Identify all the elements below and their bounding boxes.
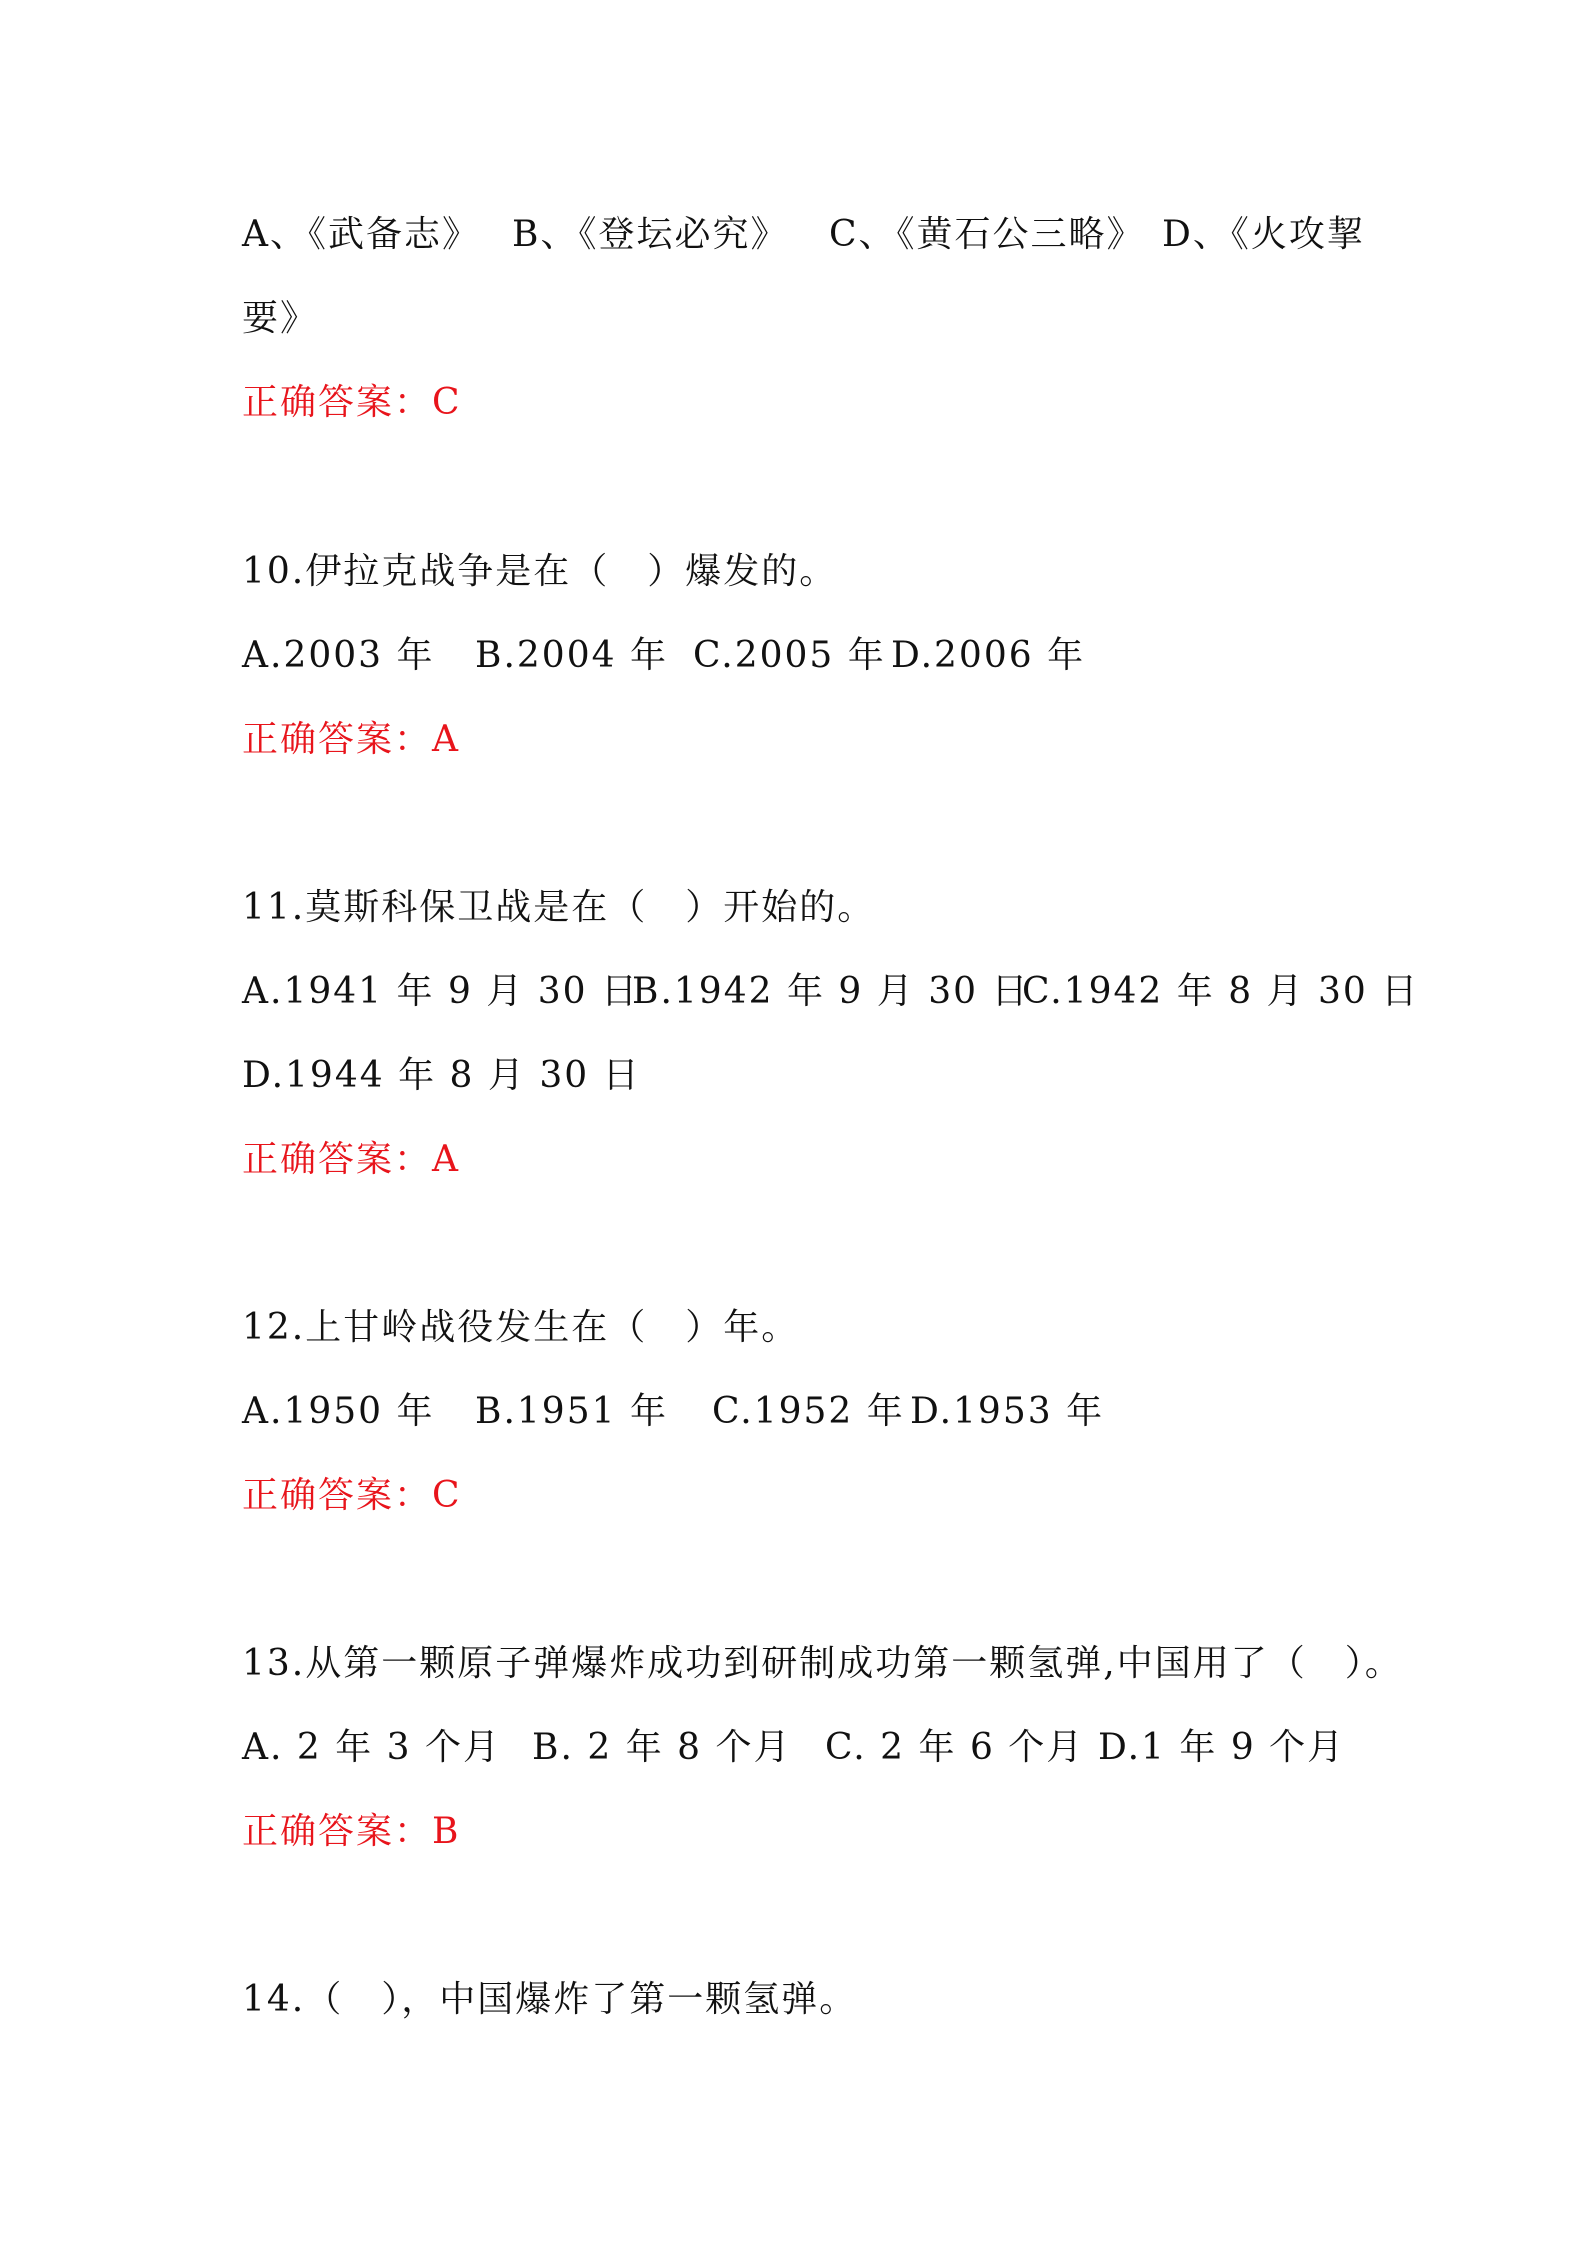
q9-option-d: D、《火攻挈 (1162, 214, 1365, 255)
q11-option-c: C.1942 年 8 月 30 日 (1022, 971, 1420, 1012)
q9-option-b: B、《登坛必究》 (512, 214, 789, 255)
q13-options (242, 1723, 1345, 1773)
q13-option-a: A. 2 年 3 个月 (242, 1727, 502, 1768)
q11-option-d: D.1944 年 8 月 30 日 (242, 1055, 641, 1096)
q12-options (242, 1387, 1104, 1437)
q12-option-a: A.1950 年 (242, 1391, 435, 1432)
q12-option-b: B.1951 年 (475, 1391, 668, 1432)
q13-answer: 正确答案：B (242, 1811, 461, 1852)
q13-option-b: B. 2 年 8 个月 (532, 1727, 792, 1768)
q11-options-line1 (242, 967, 1419, 1017)
q9-option-c: C、《黄石公三略》 (829, 214, 1145, 255)
q10-option-a: A.2003 年 (242, 635, 435, 676)
q9-option-a: A、《武备志》 (242, 214, 480, 255)
q9-answer: 正确答案：C (242, 382, 462, 423)
q10-option-c: C.2005 年 (693, 635, 886, 676)
q10-question: 10.伊拉克战争是在（ ）爆发的。 (242, 551, 838, 592)
q11-answer: 正确答案：A (242, 1139, 460, 1180)
q10-option-b: B.2004 年 (475, 635, 668, 676)
q12-option-d: D.1953 年 (910, 1391, 1105, 1432)
q10-options (242, 631, 1085, 681)
q9-options-line2: 要》 (242, 298, 319, 339)
q12-option-c: C.1952 年 (712, 1391, 905, 1432)
q12-answer: 正确答案：C (242, 1475, 462, 1516)
q9-options-line1 (242, 210, 1365, 260)
q10-option-d: D.2006 年 (891, 635, 1086, 676)
q11-option-a: A.1941 年 9 月 30 日 (242, 971, 639, 1012)
q13-option-d: D.1 年 9 个月 (1098, 1727, 1346, 1768)
q13-option-c: C. 2 年 6 个月 (825, 1727, 1085, 1768)
q10-answer: 正确答案：A (242, 719, 460, 760)
q13-question: 13.从第一颗原子弹爆炸成功到研制成功第一颗氢弹,中国用了（ ）。 (242, 1643, 1403, 1684)
q14-question: 14.（ ），中国爆炸了第一颗氢弹。 (242, 1979, 858, 2020)
q11-option-b: B.1942 年 9 月 30 日 (632, 971, 1030, 1012)
q11-question: 11.莫斯科保卫战是在（ ）开始的。 (242, 887, 876, 928)
q12-question: 12.上甘岭战役发生在（ ）年。 (242, 1307, 800, 1348)
